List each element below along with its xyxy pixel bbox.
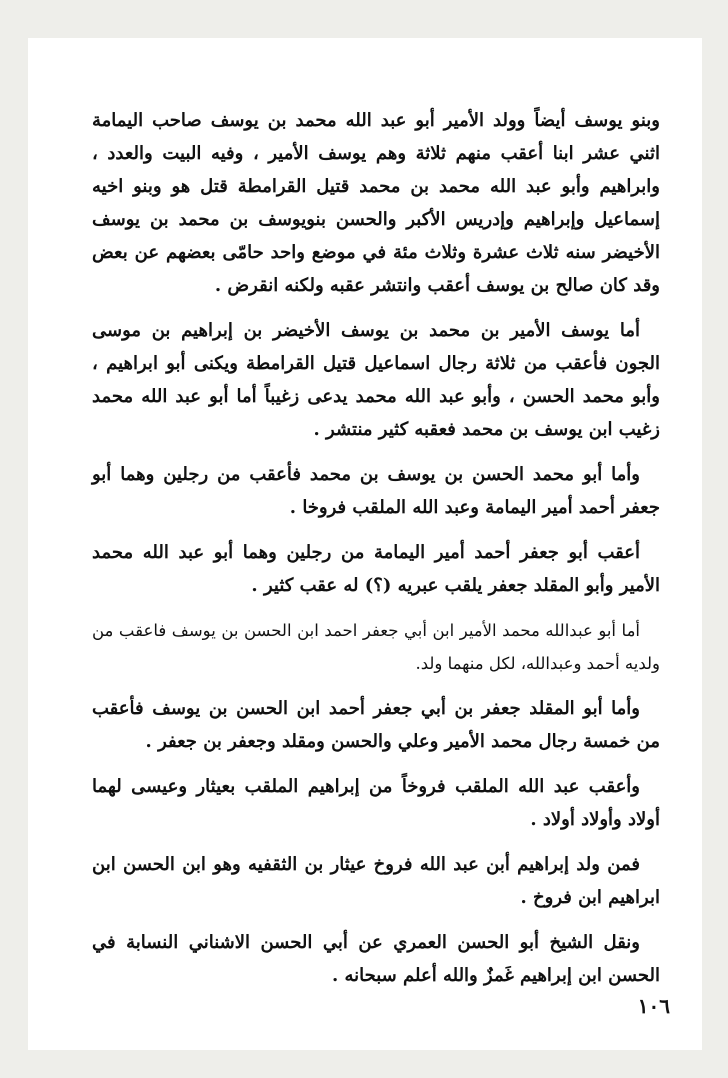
- paragraph: أعقب أبو جعفر أحمد أمير اليمامة من رجلين وهما أبو عبد الله محمد الأمير وأبو المقلد جعفر يلقب عبريه (؟) له عقب كثير .: [92, 542, 660, 596]
- body-text: [92, 104, 660, 1004]
- paragraph: فمن ولد إبراهيم أبن عبد الله فروخ عيثار بن الثقفيه وهو ابن الحسن ابن ابراهيم ابن فروخ .: [92, 854, 660, 908]
- paragraph: أما أبو عبدالله محمد الأمير ابن أبي جعفر احمد ابن الحسن بن يوسف فاعقب من ولديه أحمد وعبدالله، لكل منهما ولد.: [92, 621, 660, 673]
- paragraph: وبنو يوسف أيضاً وولد الأمير أبو عبد الله محمد بن يوسف صاحب اليمامة اثني عشر ابنا أعقب منهم ثلاثة وهم يوسف الأمير ، وفيه البيت والعدد ، وابراهيم وأبو عبد الله محمد بن محمد قتيل القرامطة قتل هو وبنو اخيه إسماعيل وإبراهيم وإدريس الأكبر والحسن بنويوسف بن محمد بن يوسف الأخيضر سنه ثلاث عشرة وثلاث مئة في موضع واحد حامّى بعضهم عن بعض وقد كان صالح بن يوسف أعقب وانتشر عقبه ولكنه انقرض .: [92, 110, 660, 296]
- page-number: ١٠٦: [637, 994, 670, 1018]
- book-page: [28, 38, 702, 1050]
- paragraph: وأعقب عبد الله الملقب فروخاً من إبراهيم الملقب بعيثار وعيسى لهما أولاد وأولاد أولاد .: [92, 776, 660, 830]
- paragraph: وأما أبو المقلد جعفر بن أبي جعفر أحمد ابن الحسن بن يوسف فأعقب من خمسة رجال محمد الأمير وعلي والحسن ومقلد وجعفر بن جعفر .: [92, 698, 660, 752]
- paragraph: أما يوسف الأمير بن محمد بن يوسف الأخيضر بن إبراهيم بن موسى الجون فأعقب من ثلاثة رجال اسماعيل قتيل القرامطة ويكنى أبو ابراهيم ، وأبو محمد الحسن ، وأبو عبد الله محمد يدعى زغيباً أما أبو عبد الله محمد زغيب ابن يوسف بن محمد فعقبه كثير منتشر .: [92, 320, 660, 440]
- paragraph: ونقل الشيخ أبو الحسن العمري عن أبي الحسن الاشناني النسابة في الحسن ابن إبراهيم غَمزٌ والله أعلم سبحانه .: [92, 932, 660, 986]
- paragraph: وأما أبو محمد الحسن بن يوسف بن محمد فأعقب من رجلين وهما أبو جعفر أحمد أمير اليمامة وعبد الله الملقب فروخا .: [92, 464, 660, 518]
